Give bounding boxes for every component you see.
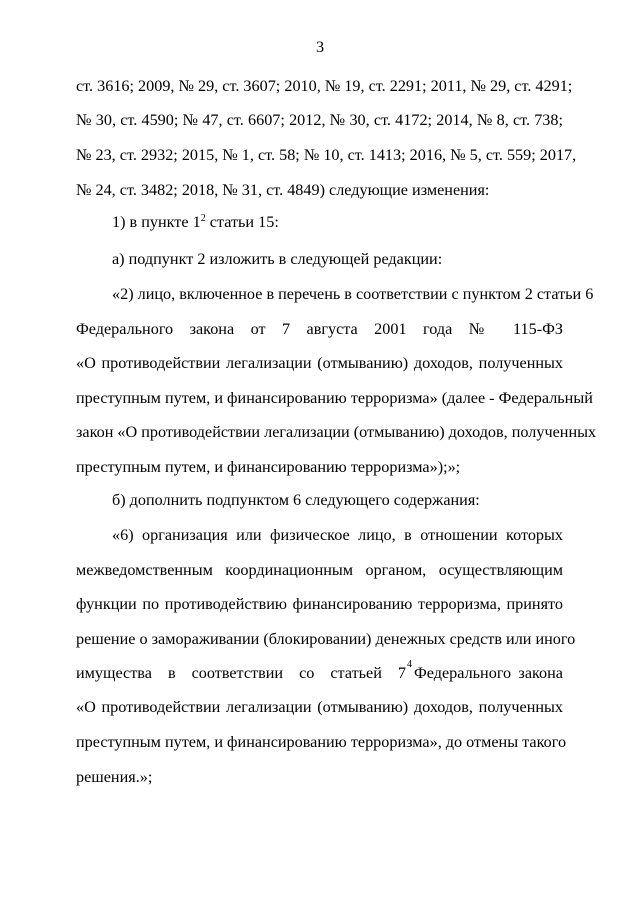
text-line: решения.»; (76, 768, 153, 786)
text-line: а) подпункт 2 изложить в следующей редакции: (112, 250, 443, 268)
text-line: преступным путем, и финансированию терроризма»);»; (76, 458, 461, 476)
text-line: закон «О противодействии легализации (отмыванию) доходов, полученных (76, 423, 597, 441)
text-line: межведомственным координационным органом, осуществляющим (76, 561, 563, 579)
superscript: 4 (407, 659, 412, 670)
text-line: № 24, ст. 3482; 2018, № 31, ст. 4849) следующие изменения: (76, 181, 490, 199)
text-line: преступным путем, и финансированию терроризма» (далее - Федеральный (76, 389, 593, 407)
text-line: № 23, ст. 2932; 2015, № 1, ст. 58; № 10, ст. 1413; 2016, № 5, ст. 559; 2017, (76, 146, 577, 164)
text-fragment: статьи 15: (205, 213, 279, 231)
text-line: Федерального закона от 7 августа 2001 года № 115-ФЗ (76, 320, 563, 338)
text-line (112, 212, 563, 232)
text-line: решение о замораживании (блокировании) денежных средств или иного (76, 630, 576, 648)
text-fragment: 1) в пункте 1 (112, 213, 201, 231)
text-line: б) дополнить подпунктом 6 следующего содержания: (112, 491, 480, 509)
text-line: преступным путем, и финансированию терроризма», до отмены такого (76, 733, 567, 751)
text-line: № 30, ст. 4590; № 47, ст. 6607; 2012, № 30, ст. 4172; 2014, № 8, ст. 738; (76, 111, 563, 129)
text-fragment: имущества в соответствии со статьей 7 (76, 664, 406, 682)
text-line: функции по противодействию финансированию терроризма, принято (76, 595, 563, 613)
text-line: «2) лицо, включенное в перечень в соответствии с пунктом 2 статьи 6 (112, 285, 594, 303)
superscript: 2 (200, 213, 206, 224)
text-line: ст. 3616; 2009, № 29, ст. 3607; 2010, № 19, ст. 2291; 2011, № 29, ст. 4291; (76, 77, 573, 95)
text-line: «6) организация или физическое лицо, в отношении которых (112, 526, 563, 544)
text-line: «О противодействии легализации (отмыванию) доходов, полученных (76, 698, 563, 716)
text-line (76, 659, 563, 683)
page-number: 3 (315, 38, 325, 56)
text-fragment: Федерального закона (414, 664, 563, 682)
text-fragment (76, 663, 406, 683)
text-line: «О противодействии легализации (отмыванию) доходов, полученных (76, 354, 563, 372)
